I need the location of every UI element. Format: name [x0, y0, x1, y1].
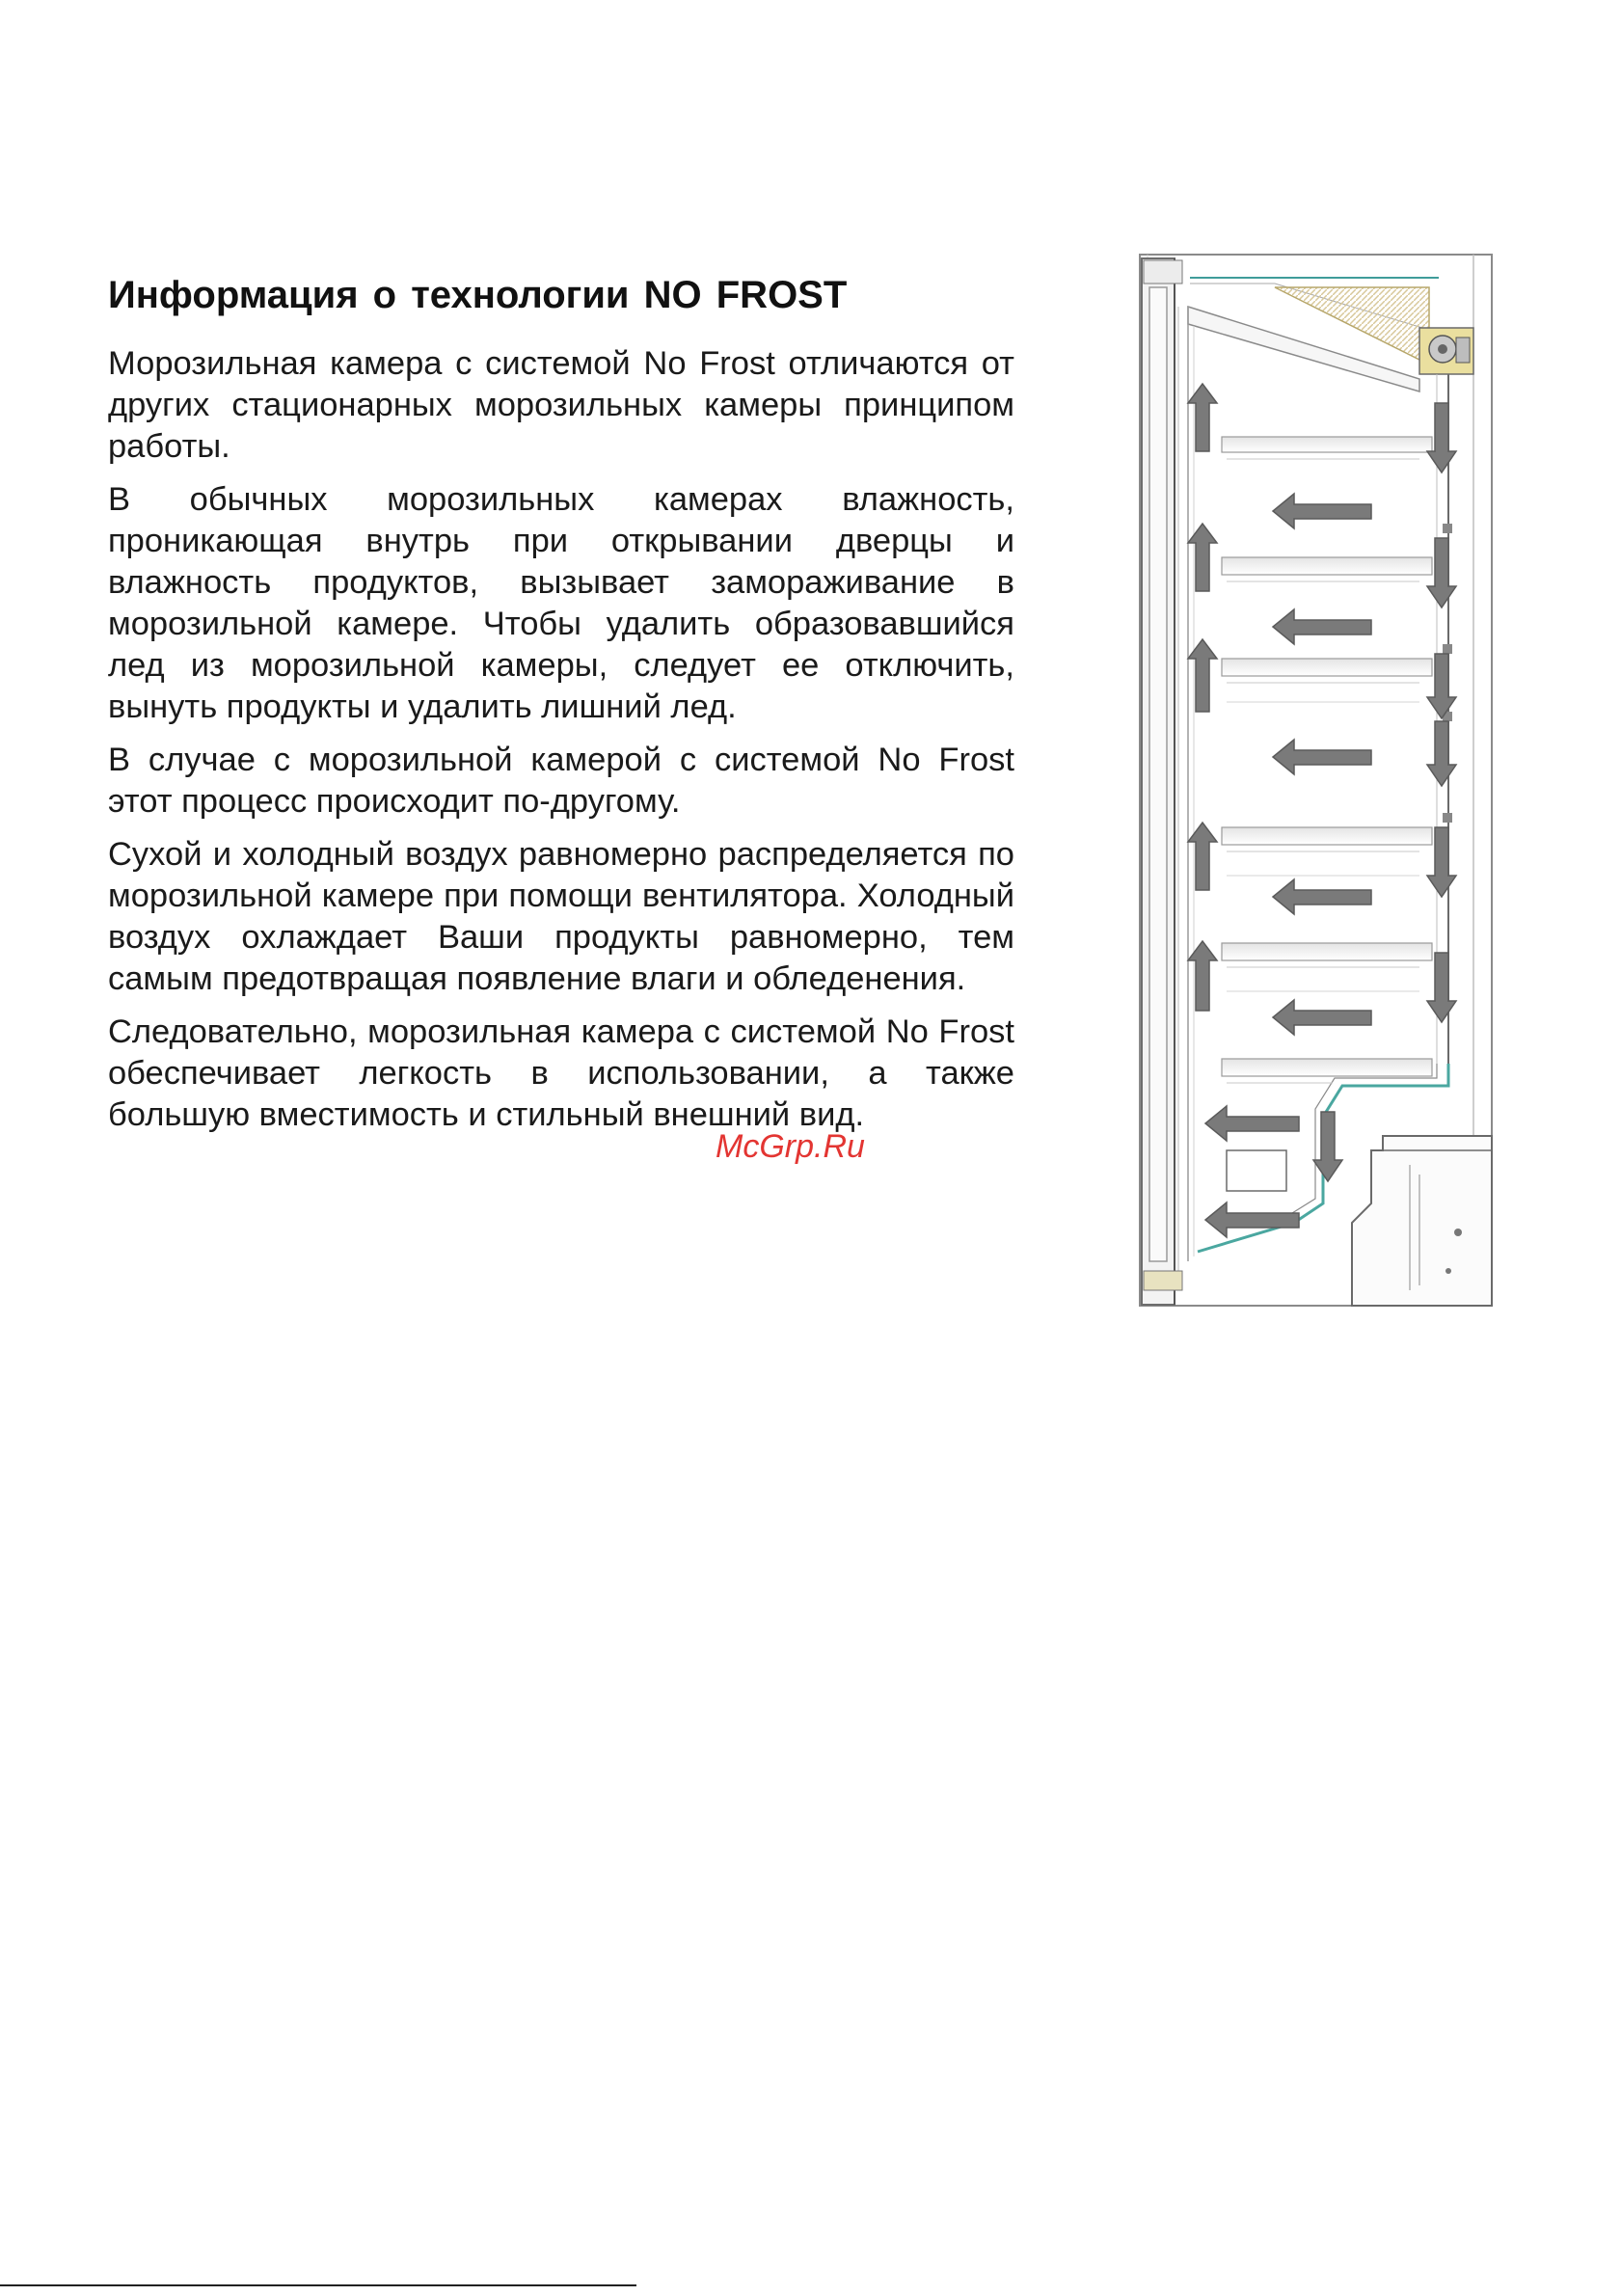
bottom-drawer — [1227, 1150, 1286, 1191]
bottom-rule — [0, 2284, 636, 2286]
paragraph-4: Сухой и холодный воздух равномерно распределяется по морозильной камере при помощи вентилятора. Холодный воздух охлаждает Ваши продукты равномерно, тем самым предотвращая появление влаги и обледенения. — [108, 836, 1014, 997]
paragraph-1: Морозильная камера с системой No Frost отличаются от других стационарных морозильных камеры принципом работы. — [108, 345, 1014, 465]
paragraph-3: В случае с морозильной камерой с системой No Frost этот процесс происходит по-другому. — [108, 742, 1014, 820]
paragraph-2: В обычных морозильных камерах влажность, проникающая внутрь при открывании дверцы и влажность продуктов, вызывает замораживание в морозильной камере. Чтобы удалить образовавшийся лед из морозильной камеры, следует ее отключить, вынуть продукты и удалить лишний лед. — [108, 481, 1014, 725]
paragraph-5: Следовательно, морозильная камера с системой No Frost обеспечивает легкость в использовании, а также большую вместимость и стильный внешний вид. — [108, 1013, 1014, 1133]
compressor-compartment — [1352, 1136, 1492, 1306]
watermark-text: McGrp.Ru — [716, 1128, 865, 1165]
article-text-column — [108, 268, 1014, 1148]
article-heading: Информация о технологии NO FROST — [108, 274, 848, 316]
no-frost-airflow-diagram-icon — [1130, 249, 1497, 1314]
